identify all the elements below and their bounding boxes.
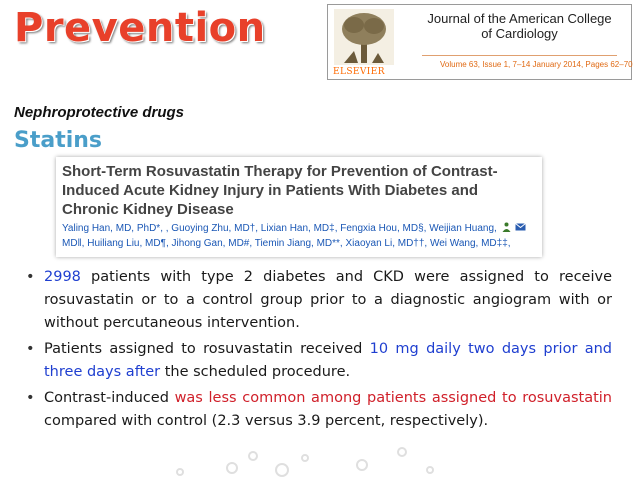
bullet-text: the scheduled procedure. (160, 364, 351, 380)
email-icon[interactable] (515, 223, 526, 231)
journal-divider (422, 55, 617, 56)
slide-title: Prevention (14, 5, 266, 51)
journal-issue: Volume 63, Issue 1, 7–14 January 2014, Pages 62–70 (440, 60, 633, 69)
bullet-text: Contrast-induced (44, 390, 175, 406)
article-authors (62, 221, 536, 251)
list-item (26, 338, 612, 384)
bullet-icon: • (26, 269, 35, 285)
person-icon (502, 222, 511, 232)
bullet-text: Patients assigned to rosuvastatin received (44, 341, 370, 357)
section-heading: Statins (14, 128, 103, 153)
publisher-name: ELSEVIER (333, 67, 385, 77)
list-item (26, 387, 612, 433)
bullet-highlight: 2998 (44, 269, 81, 285)
journal-header-image (327, 4, 632, 80)
bullet-highlight: was less common among patients assigned to rosuvastatin (174, 390, 612, 406)
article-snippet (56, 157, 542, 257)
elsevier-tree-logo (334, 9, 394, 65)
bullet-icon: • (26, 390, 35, 406)
journal-title: Journal of the American College of Cardiology (427, 11, 612, 41)
bullet-text: patients with type 2 diabetes and CKD were assigned to receive rosuvastatin or to a control group prior to a diagnostic angiogram with or without percutaneous intervention. (44, 269, 612, 331)
bullet-icon: • (26, 341, 35, 357)
authors-line-2: MD‖, Huiliang Liu, MD¶, Jihong Gan, MD#, Tiemin Jiang, MD**, Xiaoyan Li, MD††, Wei Wang, MD‡‡, (62, 238, 511, 249)
bullet-text: compared with control (2.3 versus 3.9 percent, respectively). (44, 413, 489, 429)
list-item (26, 266, 612, 335)
article-title: Short-Term Rosuvastatin Therapy for Prevention of Contrast-Induced Acute Kidney Injury in Patients With Diabetes and Chronic Kidney Disease (62, 163, 498, 218)
slide-subtitle: Nephroprotective drugs (14, 104, 185, 121)
findings-list (26, 266, 612, 436)
authors-line-1: Yaling Han, MD, PhD*, , Guoying Zhu, MD†, Lixian Han, MD‡, Fengxia Hou, MD§, Weijian Huang, (62, 223, 497, 234)
bullet-highlight: 10 mg daily two days prior and three days after (44, 341, 612, 380)
